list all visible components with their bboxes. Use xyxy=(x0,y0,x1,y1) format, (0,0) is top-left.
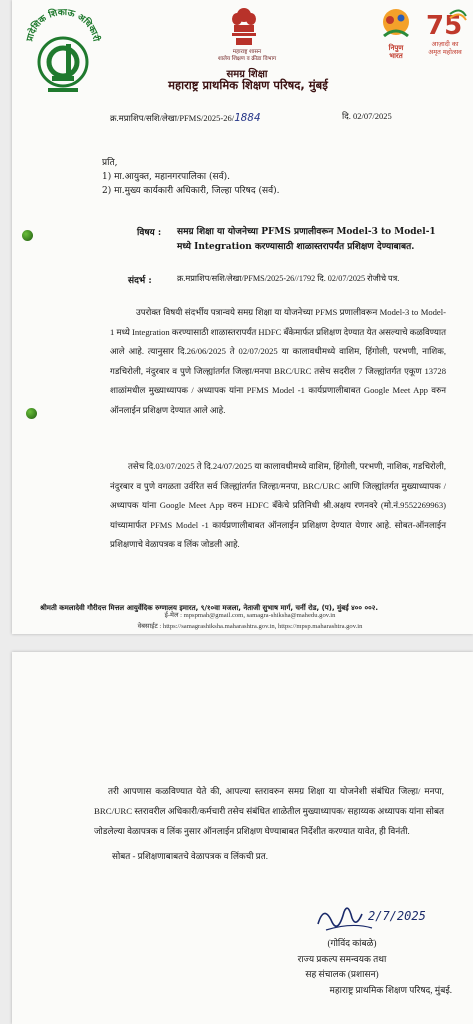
logo-arc-text: प्रादेशिक शिकाऊ अधिकारी xyxy=(25,7,101,43)
signature-date: 2/7/2025 xyxy=(368,909,426,923)
pradeshik-logo-icon xyxy=(22,4,104,96)
azadi-amrit-logo xyxy=(420,6,470,58)
body-paragraph-3: तरी आपणास कळविण्यात येते की, आपल्या स्तरावरुन समग्र शिक्षा या योजनेशी संबंधित जिल्हा/ मनपा, BRC/URC स्तरावरील अधिकारी/कर्मचारी तसेच संबंधित शाळेतील मुख्याध्यापक/ सहाय्यक अध्यापक यांना सोबत जोडलेल्या वेळापत्रक व लिंक नुसार ऑनलाईन प्रशिक्षण घेण्याबाबत निर्देशीत करण्यात यावेत, ही विनंती. xyxy=(94,786,444,836)
nipun-bharat-logo xyxy=(378,6,414,58)
bharat-label: भारत xyxy=(389,52,403,60)
punch-hole-icon xyxy=(22,230,33,241)
reference-text: क्र.मप्राशिप/सशि/लेखा/PFMS/2025-26//1792 दि. 02/07/2025 रोजीचे पत्र. xyxy=(177,274,400,283)
signatory-title-1: राज्य प्रकल्प समन्वयक तथा xyxy=(297,954,387,964)
govt-maharashtra: महाराष्ट्र शासन xyxy=(232,49,262,55)
nipun-label: निपुण xyxy=(388,44,404,52)
body-paragraph-2: तसेच दि.03/07/2025 ते दि.24/07/2025 या कालावधीमध्ये वाशिम, हिंगोली, परभणी, नाशिक, गडचिरोली, नंदुरबार व पुणे वगळता उर्वरित सर्व जिल्ह्यांतर्गत जिल्हा/मनपा, BRC/URC आणि जिल्ह्यांतर्गत मुख्याध्यापक / अध्यापक यांना Google Meet App वरुन HDFC बँकेचे प्रतिनिधी श्री.अक्षय रणनवरे (मो.नं.9552269963) यांच्यामार्फत PFMS Model -1 कार्यप्रणालीबाबत ऑनलाईन प्रशिक्षण देण्यात येणार आहे. सोबत-ऑनलाईन प्रशिक्षणाचे वेळापत्रक व लिंक जोडली आहे. xyxy=(110,461,446,550)
letter-page-1 xyxy=(12,0,473,634)
signatory-name: (गोविंद कांबळे) xyxy=(327,938,377,948)
recipient-2: 2) मा.मुख्य कार्यकारी अधिकारी, जिल्हा परिषद (सर्व). xyxy=(102,186,280,196)
samagra-heading: समग्र शिक्षा xyxy=(226,69,268,80)
state-emblem xyxy=(229,6,259,48)
parishad-heading: महाराष्ट्र प्राथमिक शिक्षण परिषद, मुंबई xyxy=(168,78,328,92)
footer-address: श्रीमती कमलादेवी गौरीदत्त मित्तल आयुर्वेदिक रुग्णालय इमारत, ९/१०वा मजला, नेताजी सुभाष मार्ग, चर्नी रोड, (प), मुंबई ४०० ००२. xyxy=(40,604,379,612)
azadi-label-1: आज़ादी का xyxy=(431,40,459,48)
letter-date: दि. 02/07/2025 xyxy=(342,111,392,121)
azadi-75-icon xyxy=(420,6,470,40)
body-paragraph-1: उपरोक्त विषयी संदर्भीय पत्रान्वये समग्र शिक्षा या योजनेच्या PFMS प्रणालीवरून Model-3 to Model- 1 मध्ये Integration करण्यासाठी शाळास्तरापर्यंत HDFC बँकेमार्फत प्रशिक्षण देण्यात येत असल्याचे कळविण्यात आले आहे. त्यानुसार दि.26/06/2025 ते 02/07/2025 या कालावधीमध्ये वाशिम, हिंगोली, परभणी, नाशिक, गडचिरोली, नंदुरबार व पुणे जिल्ह्यांतर्गत जिल्हा/मनपा BRC/URC तसेच सदरील 7 जिल्ह्यांतर्गत एकूण 13728 शाळांमधील मुख्याध्यापक / अध्यापक यांना PFMS Model -1 कार्यप्रणालीबाबत Google Meet App वरुन ऑनलाईन प्रशिक्षण देण्यात आले आहे. xyxy=(110,307,446,415)
footer-email: ई-मेल : mpspmah@gmail.com, samagra-shiksha@mahedu.gov.in xyxy=(164,612,336,619)
letter-page-2 xyxy=(12,652,473,1024)
prati-label: प्रति, xyxy=(102,158,118,168)
footer-website: वेबसाईट : https://samagrashiksha.maharashtra.gov.in, https://mpsp.maharashtra.gov.in xyxy=(137,623,363,630)
school-edu-dept: शालेय शिक्षण व क्रीडा विभाग xyxy=(217,56,277,62)
azadi-number: 75 xyxy=(426,11,463,40)
ref-prefix: क्र.मप्राशिप/सशि/लेखा/PFMS/2025-26/ xyxy=(110,113,235,123)
pradeshik-logo xyxy=(22,4,104,96)
dept-small-text xyxy=(162,49,332,63)
ashoka-emblem-icon xyxy=(229,6,259,48)
recipient-1: 1) मा.आयुक्त, महानगरपालिका (सर्व). xyxy=(102,172,230,182)
signatory-title-2: सह संचालक (प्रशासन) xyxy=(305,969,379,979)
azadi-label-2: अमृत महोत्सव xyxy=(428,48,462,56)
reference-label: संदर्भ : xyxy=(128,276,152,286)
ref-handwritten: 1884 xyxy=(234,111,261,124)
signatory-title-3: महाराष्ट्र प्राथमिक शिक्षण परिषद, मुंबई. xyxy=(329,985,452,995)
signature-icon xyxy=(312,894,442,942)
nipun-bharat-icon xyxy=(378,6,414,44)
enclosure-note: सोबत - प्रशिक्षणाबाबतचे वेळापत्रक व लिंकची प्रत. xyxy=(112,851,268,861)
reference-number xyxy=(110,111,261,124)
punch-hole-icon xyxy=(26,408,37,419)
handwritten-signature xyxy=(312,894,442,942)
subject-label: विषय : xyxy=(137,228,162,238)
subject-text: समग्र शिक्षा या योजनेच्या PFMS प्रणालीवरून Model-3 to Model-1 मध्ये Integration करण्यासाठी शाळास्तरापर्यंत प्रशिक्षण देण्याबाबत. xyxy=(177,227,436,252)
